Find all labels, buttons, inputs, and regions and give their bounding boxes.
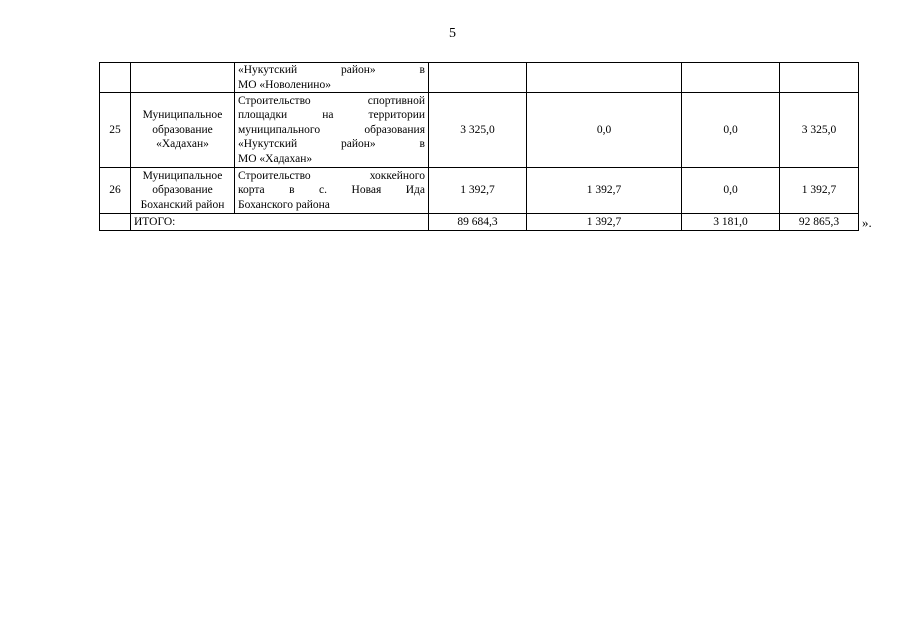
organization-line: Муниципальное [142, 169, 223, 182]
amount-cell [527, 63, 682, 93]
organization-cell [131, 168, 235, 214]
table-row [100, 63, 859, 93]
amount-cell: 0,0 [682, 93, 780, 168]
project-description [235, 63, 429, 93]
description-line: Строительство хоккейного [238, 169, 425, 182]
table-row [100, 168, 859, 214]
description-line: МО «Новоленино» [238, 78, 331, 91]
budget-table [99, 62, 859, 231]
description-line: МО «Хадахан» [238, 152, 313, 165]
table-row [100, 93, 859, 168]
row-number [100, 63, 131, 93]
amount-cell: 0,0 [682, 168, 780, 214]
organization-line: Муниципальное [142, 109, 223, 122]
description-line: муниципального образования [238, 123, 425, 136]
total-amount: 89 684,3 [429, 214, 527, 231]
organization-line: образование [152, 184, 213, 197]
project-description [235, 93, 429, 168]
amount-cell [780, 63, 859, 93]
amount-cell: 1 392,7 [780, 168, 859, 214]
organization-line: «Хадахан» [156, 138, 209, 151]
amount-cell: 3 325,0 [780, 93, 859, 168]
amount-cell: 3 325,0 [429, 93, 527, 168]
total-row [100, 214, 859, 231]
organization-cell [131, 63, 235, 93]
description-line: «Нукутский район» в [238, 64, 425, 76]
organization-line: Боханский район [140, 198, 225, 211]
row-number: 26 [100, 168, 131, 214]
total-amount: 1 392,7 [527, 214, 682, 231]
total-amount: 3 181,0 [682, 214, 780, 231]
closing-quote-mark: ». [862, 215, 872, 230]
organization-line: образование [152, 123, 213, 136]
project-description [235, 168, 429, 214]
amount-cell: 0,0 [527, 93, 682, 168]
amount-cell: 1 392,7 [527, 168, 682, 214]
amount-cell [682, 63, 780, 93]
description-line: «Нукутский район» в [238, 138, 425, 151]
organization-cell [131, 93, 235, 168]
amount-cell: 1 392,7 [429, 168, 527, 214]
description-line: площадки на территории [238, 109, 425, 122]
description-line: Боханского района [238, 198, 330, 211]
total-label: ИТОГО: [131, 214, 429, 231]
description-line: корта в с. Новая Ида [238, 184, 425, 197]
row-number [100, 214, 131, 231]
amount-cell [429, 63, 527, 93]
row-number: 25 [100, 93, 131, 168]
description-line: Строительство спортивной [238, 94, 425, 107]
total-amount: 92 865,3 [780, 214, 859, 231]
page-number: 5 [449, 26, 456, 41]
